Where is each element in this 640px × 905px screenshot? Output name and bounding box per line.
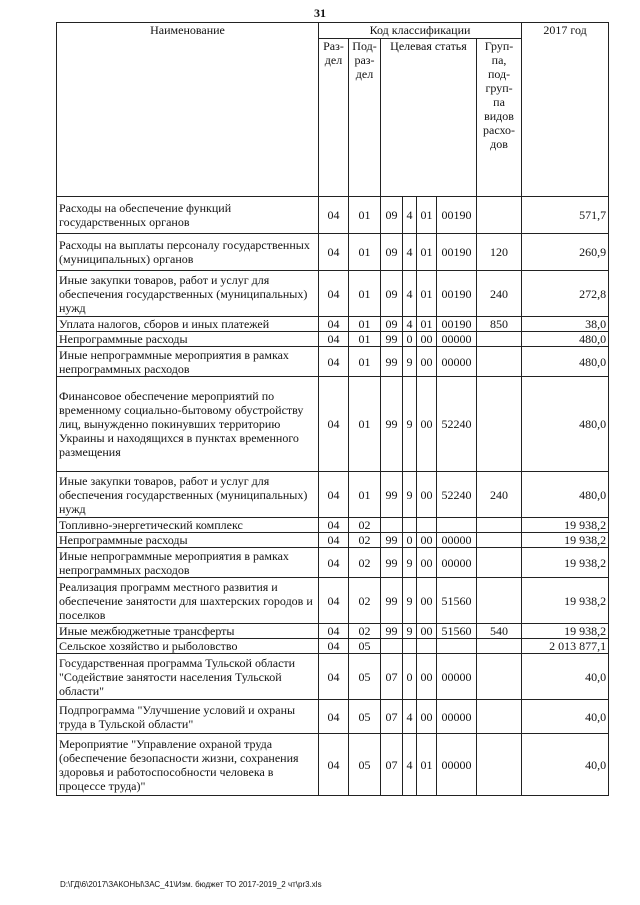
cell-t3: 01 <box>417 234 437 271</box>
cell-name: Уплата налогов, сборов и иных платежей <box>57 317 319 332</box>
cell-podrazdel: 02 <box>349 518 381 533</box>
cell-t4: 00000 <box>437 734 477 796</box>
cell-name: Топливно-энергетический комплекс <box>57 518 319 533</box>
cell-amount: 40,0 <box>522 654 609 700</box>
cell-amount: 260,9 <box>522 234 609 271</box>
table-row <box>57 533 609 548</box>
cell-t3: 00 <box>417 472 437 518</box>
cell-t2 <box>403 518 417 533</box>
cell-amount: 480,0 <box>522 472 609 518</box>
cell-vr <box>477 700 522 734</box>
cell-t1 <box>381 518 403 533</box>
cell-podrazdel: 01 <box>349 271 381 317</box>
table-row <box>57 624 609 639</box>
cell-name: Непрограммные расходы <box>57 533 319 548</box>
cell-t3 <box>417 639 437 654</box>
cell-razdel: 04 <box>319 639 349 654</box>
table-row <box>57 734 609 796</box>
cell-t3: 01 <box>417 734 437 796</box>
cell-name: Расходы на выплаты персоналу государственных (муниципальных) органов <box>57 234 319 271</box>
cell-name: Иные закупки товаров, работ и услуг для обеспечения государственных (муниципальных) нужд <box>57 472 319 518</box>
cell-razdel: 04 <box>319 472 349 518</box>
cell-razdel: 04 <box>319 234 349 271</box>
cell-t2: 4 <box>403 197 417 234</box>
cell-t3: 01 <box>417 317 437 332</box>
cell-vr <box>477 654 522 700</box>
cell-vr <box>477 197 522 234</box>
cell-t3: 01 <box>417 197 437 234</box>
cell-amount: 19 938,2 <box>522 518 609 533</box>
cell-t1: 09 <box>381 234 403 271</box>
cell-t1: 09 <box>381 271 403 317</box>
table-row <box>57 700 609 734</box>
cell-t2: 9 <box>403 377 417 472</box>
cell-t4: 00190 <box>437 197 477 234</box>
table-row <box>57 197 609 234</box>
cell-t3 <box>417 518 437 533</box>
cell-t1: 99 <box>381 548 403 578</box>
cell-razdel: 04 <box>319 332 349 347</box>
cell-amount: 19 938,2 <box>522 548 609 578</box>
cell-podrazdel: 01 <box>349 377 381 472</box>
page-number: 31 <box>314 6 326 20</box>
cell-t3: 01 <box>417 271 437 317</box>
table-row <box>57 317 609 332</box>
cell-t4: 00000 <box>437 548 477 578</box>
cell-podrazdel: 02 <box>349 578 381 624</box>
cell-vr <box>477 734 522 796</box>
cell-amount: 480,0 <box>522 347 609 377</box>
cell-podrazdel: 01 <box>349 332 381 347</box>
cell-razdel: 04 <box>319 518 349 533</box>
budget-table <box>56 22 609 796</box>
table-row <box>57 654 609 700</box>
cell-t4: 00190 <box>437 317 477 332</box>
cell-podrazdel: 02 <box>349 624 381 639</box>
file-path-footer: D:\ГД\6\2017\ЗАКОНЫ\ЗАС_41\Изм. бюджет ТО 2017-2019_2 чт\pr3.xls <box>60 880 322 889</box>
cell-t1: 99 <box>381 578 403 624</box>
cell-razdel: 04 <box>319 197 349 234</box>
cell-t1 <box>381 639 403 654</box>
header-podrazdel: Под- раз- дел <box>349 39 381 197</box>
cell-name: Государственная программа Тульской области "Содействие занятости населения Тульской области" <box>57 654 319 700</box>
cell-podrazdel: 05 <box>349 700 381 734</box>
cell-amount: 19 938,2 <box>522 533 609 548</box>
cell-t2: 4 <box>403 317 417 332</box>
cell-vr <box>477 578 522 624</box>
table-row <box>57 518 609 533</box>
cell-t2: 9 <box>403 472 417 518</box>
cell-t4: 52240 <box>437 377 477 472</box>
cell-t3: 00 <box>417 578 437 624</box>
header-code-group: Код классификации <box>319 23 522 39</box>
cell-amount: 40,0 <box>522 734 609 796</box>
cell-podrazdel: 02 <box>349 548 381 578</box>
cell-vr <box>477 639 522 654</box>
cell-t1: 99 <box>381 332 403 347</box>
table-row <box>57 639 609 654</box>
header-name: Наименование <box>57 23 319 197</box>
cell-t1: 99 <box>381 624 403 639</box>
cell-razdel: 04 <box>319 533 349 548</box>
cell-name: Финансовое обеспечение мероприятий по временному социально-бытовому обустройству лиц, вынужденно покинувших территорию Украины и находящихся в пунктах временного размещения <box>57 377 319 472</box>
cell-podrazdel: 05 <box>349 734 381 796</box>
cell-vr <box>477 377 522 472</box>
cell-name: Расходы на обеспечение функций государственных органов <box>57 197 319 234</box>
header-target: Целевая статья <box>381 39 477 197</box>
cell-t1: 09 <box>381 317 403 332</box>
cell-vr <box>477 548 522 578</box>
cell-t2: 4 <box>403 271 417 317</box>
cell-podrazdel: 01 <box>349 472 381 518</box>
cell-t3: 00 <box>417 377 437 472</box>
cell-vr: 240 <box>477 472 522 518</box>
cell-razdel: 04 <box>319 377 349 472</box>
cell-razdel: 04 <box>319 734 349 796</box>
cell-t2: 4 <box>403 734 417 796</box>
cell-amount: 571,7 <box>522 197 609 234</box>
cell-t1: 07 <box>381 700 403 734</box>
cell-vr: 240 <box>477 271 522 317</box>
cell-t3: 00 <box>417 332 437 347</box>
cell-amount: 38,0 <box>522 317 609 332</box>
cell-t2 <box>403 639 417 654</box>
table-row <box>57 578 609 624</box>
cell-name: Подпрограмма "Улучшение условий и охраны труда в Тульской области" <box>57 700 319 734</box>
cell-razdel: 04 <box>319 700 349 734</box>
cell-razdel: 04 <box>319 624 349 639</box>
cell-vr <box>477 332 522 347</box>
cell-t4: 00000 <box>437 533 477 548</box>
cell-t3: 00 <box>417 624 437 639</box>
cell-razdel: 04 <box>319 271 349 317</box>
cell-podrazdel: 05 <box>349 639 381 654</box>
cell-t1: 99 <box>381 377 403 472</box>
cell-t2: 9 <box>403 578 417 624</box>
cell-podrazdel: 01 <box>349 234 381 271</box>
cell-amount: 19 938,2 <box>522 624 609 639</box>
cell-razdel: 04 <box>319 347 349 377</box>
cell-t2: 9 <box>403 624 417 639</box>
cell-podrazdel: 01 <box>349 347 381 377</box>
cell-t1: 99 <box>381 347 403 377</box>
cell-t2: 0 <box>403 332 417 347</box>
cell-t2: 9 <box>403 548 417 578</box>
cell-podrazdel: 01 <box>349 317 381 332</box>
cell-podrazdel: 02 <box>349 533 381 548</box>
table-row <box>57 271 609 317</box>
cell-t2: 0 <box>403 533 417 548</box>
cell-vr <box>477 533 522 548</box>
cell-vr: 850 <box>477 317 522 332</box>
table-row <box>57 347 609 377</box>
cell-name: Иные межбюджетные трансферты <box>57 624 319 639</box>
cell-t3: 00 <box>417 700 437 734</box>
cell-t2: 0 <box>403 654 417 700</box>
cell-amount: 2 013 877,1 <box>522 639 609 654</box>
cell-t4: 52240 <box>437 472 477 518</box>
cell-t4: 00190 <box>437 271 477 317</box>
cell-name: Непрограммные расходы <box>57 332 319 347</box>
header-razdel: Раз- дел <box>319 39 349 197</box>
cell-name: Сельское хозяйство и рыболовство <box>57 639 319 654</box>
cell-t4: 00000 <box>437 700 477 734</box>
table-row <box>57 332 609 347</box>
table-body <box>57 197 609 796</box>
cell-razdel: 04 <box>319 548 349 578</box>
cell-vr <box>477 347 522 377</box>
cell-t1: 07 <box>381 654 403 700</box>
cell-vr: 540 <box>477 624 522 639</box>
cell-t3: 00 <box>417 548 437 578</box>
cell-amount: 480,0 <box>522 332 609 347</box>
table-row <box>57 377 609 472</box>
cell-razdel: 04 <box>319 654 349 700</box>
table-row <box>57 548 609 578</box>
cell-t1: 99 <box>381 472 403 518</box>
table-row <box>57 234 609 271</box>
cell-t4: 00000 <box>437 654 477 700</box>
cell-t3: 00 <box>417 654 437 700</box>
cell-t1: 99 <box>381 533 403 548</box>
cell-razdel: 04 <box>319 317 349 332</box>
cell-t4: 00000 <box>437 332 477 347</box>
cell-vr <box>477 518 522 533</box>
cell-name: Иные непрограммные мероприятия в рамках непрограммных расходов <box>57 548 319 578</box>
cell-amount: 480,0 <box>522 377 609 472</box>
cell-amount: 40,0 <box>522 700 609 734</box>
cell-name: Иные непрограммные мероприятия в рамках непрограммных расходов <box>57 347 319 377</box>
cell-t2: 4 <box>403 234 417 271</box>
header-year: 2017 год <box>522 23 609 197</box>
cell-t3: 00 <box>417 347 437 377</box>
cell-t1: 09 <box>381 197 403 234</box>
header-group: Груп- па, под- груп- па видов расхо- дов <box>477 39 522 197</box>
cell-t3: 00 <box>417 533 437 548</box>
table-row <box>57 472 609 518</box>
cell-podrazdel: 05 <box>349 654 381 700</box>
cell-name: Реализация программ местного развития и обеспечение занятости для шахтерских городов и поселков <box>57 578 319 624</box>
cell-amount: 19 938,2 <box>522 578 609 624</box>
cell-t4 <box>437 639 477 654</box>
cell-t1: 07 <box>381 734 403 796</box>
cell-vr: 120 <box>477 234 522 271</box>
cell-t4 <box>437 518 477 533</box>
cell-t4: 51560 <box>437 624 477 639</box>
cell-name: Мероприятие "Управление охраной труда (обеспечение безопасности жизни, сохранения здоровья и работоспособности человека в процессе труда)" <box>57 734 319 796</box>
cell-name: Иные закупки товаров, работ и услуг для обеспечения государственных (муниципальных) нужд <box>57 271 319 317</box>
cell-t4: 00000 <box>437 347 477 377</box>
cell-t4: 51560 <box>437 578 477 624</box>
cell-t2: 4 <box>403 700 417 734</box>
cell-t4: 00190 <box>437 234 477 271</box>
cell-t2: 9 <box>403 347 417 377</box>
cell-amount: 272,8 <box>522 271 609 317</box>
cell-podrazdel: 01 <box>349 197 381 234</box>
cell-razdel: 04 <box>319 578 349 624</box>
